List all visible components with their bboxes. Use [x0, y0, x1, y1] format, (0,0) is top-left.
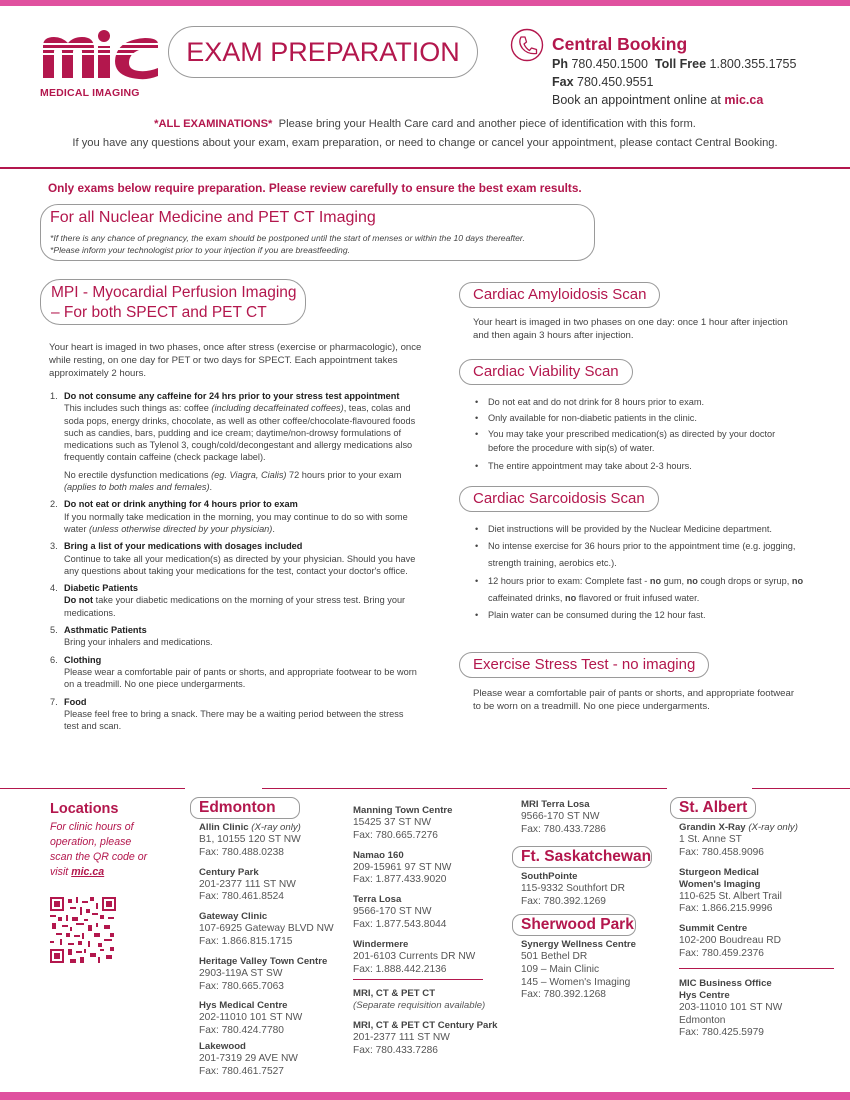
viability-title: Cardiac Viability Scan	[459, 359, 633, 385]
locations-title: Locations	[50, 801, 119, 817]
booking-details: Ph 780.450.1500 Toll Free 1.800.355.1755 Fax 780.450.9551 Book an appointment online at mic.ca	[552, 57, 797, 107]
mpi-step-6: 6. Clothing Please wear a comfortable pair of pants or shorts, and appropriate footwear to be worn on a treadmill. No one piece undergarments.	[50, 654, 417, 690]
intro-text: Only exams below require preparation. Please review carefully to ensure the best exam results.	[48, 181, 582, 195]
booking-online-link[interactable]: mic.ca	[724, 93, 764, 107]
qr-code[interactable]	[50, 897, 116, 963]
locations-divider-left	[0, 788, 185, 789]
edmonton-col2: Manning Town Centre 15425 37 ST NW Fax: 780.665.7276 Namao 160 209-15961 97 ST NW Fax: 1.877.433.9020 Terra Losa 9566-170 ST NW Fax: 1.877.543.8044 Windermere 201-6103 Currents DR NW Fax: 1.888.442.2136 MRI, CT & PET CT (Separate requisition available) MRI, CT & PET CT Century Park 201-2377 111 ST NW Fax: 780.433.7286	[353, 805, 498, 1056]
mpi-title: MPI - Myocardial Perfusion Imaging – For both SPECT and PET CT	[40, 279, 306, 325]
mpi-step-2: 2. Do not eat or drink anything for 4 hours prior to exam If you normally take medication in the morning, you may continue to do so with some water (unless otherwise directed by your physician).	[50, 499, 408, 534]
city-ft-saskatchewan: Ft. Saskatchewan	[512, 846, 652, 868]
mpi-step-3: 3. Bring a list of your medications with dosages included Continue to take all your medication(s) as directed by your physician. Should you have any questions about taking your medications for the test, contact your doctor's office.	[50, 541, 416, 576]
amyloid-body: Your heart is imaged in two phases on one day: once 1 hour after injection and then again 3 hours after injection.	[473, 317, 788, 342]
stress-title: Exercise Stress Test - no imaging	[459, 652, 709, 678]
mpi-step-5: 5. Asthmatic Patients Bring your inhalers and medications.	[50, 625, 213, 648]
city-edmonton: Edmonton	[190, 797, 300, 819]
locations-divider-right	[752, 788, 850, 789]
booking-title: Central Booking	[552, 34, 688, 54]
mic-logo-mark	[40, 28, 158, 80]
logo-subtitle: MEDICAL IMAGING	[40, 87, 140, 99]
sarcoid-list: • Diet instructions will be provided by the Nuclear Medicine department. • No intense exercise for 36 hours prior to the appointment time (e.g. jogging, strength training, aerobics etc.). • 12 hours prior to exam: Complete fast - no gum, no cough drops or syrup, no caffeinated drinks, no flavored or fruit infused water. • Plain water can be consumed during the 12 hour fast.	[473, 521, 808, 624]
booking-phone: 780.450.1500	[571, 57, 648, 71]
qr-code-graphic	[50, 897, 116, 963]
mri-divider	[353, 979, 483, 980]
city-st-albert: St. Albert	[670, 797, 756, 819]
mpi-steps	[50, 390, 420, 737]
top-accent-bar	[0, 0, 850, 6]
booking-fax: 780.450.9551	[577, 75, 654, 89]
locations-divider-mid	[262, 788, 667, 789]
locations-link[interactable]: mic.ca	[71, 866, 105, 878]
mic-logo	[40, 28, 160, 98]
city-sherwood-park: Sherwood Park	[512, 914, 636, 936]
ft-saskatchewan-clinic: SouthPointe 115-9332 Southfort DR Fax: 780.392.1269	[521, 871, 626, 907]
page-title: EXAM PREPARATION	[168, 26, 478, 78]
sarcoid-title: Cardiac Sarcoidosis Scan	[459, 486, 659, 512]
mpi-step-4: 4. Diabetic Patients Do not take your diabetic medications on the morning of your stress test. Bring your medications.	[50, 583, 406, 618]
terra-losa-mri: MRI Terra Losa 9566-170 ST NW Fax: 780.433.7286	[521, 799, 606, 835]
booking-tollfree: 1.800.355.1755	[709, 57, 797, 71]
office-divider	[679, 968, 834, 969]
header-divider	[0, 167, 850, 169]
mpi-step-1: 1. Do not consume any caffeine for 24 hrs prior to your stress test appointment This includes such things as: coffee (including decaffeinated coffees), teas, colas and soda pops, energy drinks, chocolate, as well as other coffee/chocolate-flavoured foods such as candies, bars, pudding and ice cream; daytime/non-drowsy formulations of medications such as Tylenol 3, cough/cold/decongestant and allergy medications also frequently contain caffeine (check package label). No erectile dysfunction medications (eg. Viagra, Cialis) 72 hours prior to your exam (applies to both males and females).	[50, 391, 416, 493]
edmonton-col1: Allin Clinic (X-ray only) B1, 10155 120 ST NW Fax: 780.488.0238 Century Park 201-2377 111 ST NW Fax: 780.461.8524 Gateway Clinic 107-6925 Gateway BLVD NW Fax: 1.866.815.1715 Heritage Valley Town Centre 2903-119A ST SW Fax: 780.665.7063 Hys Medical Centre 202-11010 101 ST NW Fax: 780.424.7780 Lakewood 201-7319 29 AVE NW Fax: 780.461.7527	[199, 822, 334, 1077]
viability-list: • Do not eat and do not drink for 8 hours prior to exam. • Only available for non-diabetic patients in the clinic. • You may take your prescribed medication(s) as directed by your doctor before the procedure with sip(s) of water. • The entire appointment may take about 2-3 hours.	[473, 394, 803, 474]
mpi-intro: Your heart is imaged in two phases, once after stress (exercise or pharmacologic), once while resting, on one day for PET or two days for SPECT. Each appointment takes approximately 2 hours.	[49, 342, 422, 380]
nuclear-notes: *If there is any chance of pregnancy, the exam should be postponed until the start of menses or within the 10 days thereafter. *Please inform your technologist prior to your injection if you are breastfeeding.	[50, 233, 525, 256]
nuclear-title: For all Nuclear Medicine and PET CT Imaging	[50, 209, 376, 226]
general-notice: *ALL EXAMINATIONS* Please bring your Health Care card and another piece of identification with this form. If you have any questions about your exam, exam preparation, or need to change or cancel your appointment, please contact Central Booking.	[72, 118, 778, 149]
locations-note: For clinic hours of operation, please scan the QR code or visit mic.ca	[50, 821, 148, 878]
phone-icon	[510, 28, 544, 62]
stress-body: Please wear a comfortable pair of pants or shorts, and appropriate footwear to be worn on a treadmill. No one piece undergarments.	[473, 688, 795, 713]
bottom-accent-bar	[0, 1092, 850, 1100]
mpi-step-7: 7. Food Please feel free to bring a snack. There may be a waiting period between the stress test and scan.	[50, 696, 404, 732]
amyloid-title: Cardiac Amyloidosis Scan	[459, 282, 660, 308]
sherwood-park-clinic: Synergy Wellness Centre 501 Bethel DR 109 – Main Clinic 145 – Women's Imaging Fax: 780.392.1268	[521, 939, 636, 1001]
st-albert-clinics: Grandin X-Ray (X-ray only) 1 St. Anne ST Fax: 780.458.9096 Sturgeon Medical Women's Imaging 110-625 St. Albert Trail Fax: 1.866.215.9996 Summit Centre 102-200 Boudreau RD Fax: 780.459.2376 MIC Business Office Hys Centre 203-11010 101 ST NW Edmonton Fax: 780.425.5979	[679, 822, 839, 1040]
